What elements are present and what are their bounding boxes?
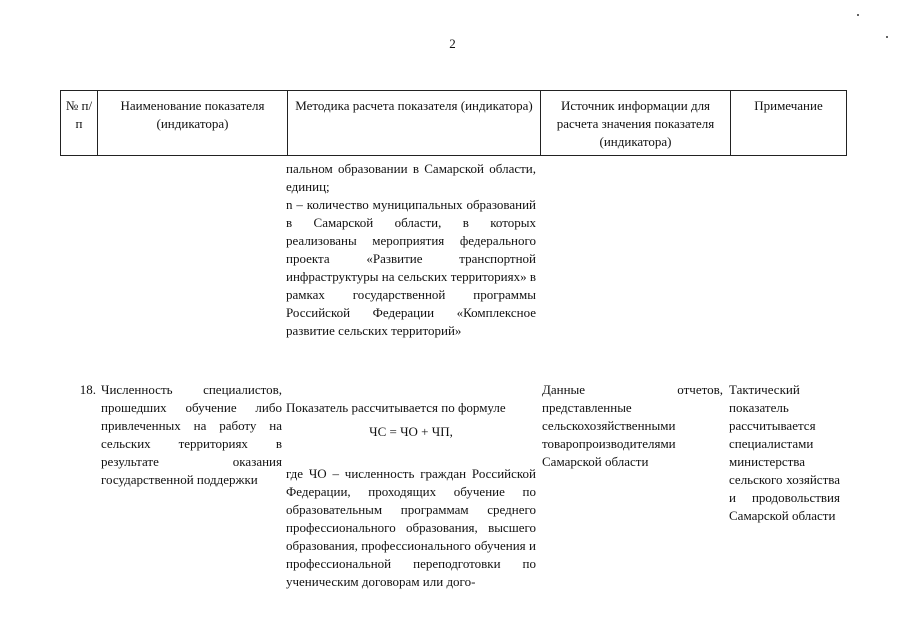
method-intro: Показатель рассчитывается по формуле bbox=[286, 400, 506, 415]
method-cell bbox=[286, 381, 536, 591]
header-name: Наименование показателя (индикатора) bbox=[98, 91, 288, 156]
table-header bbox=[60, 90, 847, 156]
formula: ЧС = ЧО + ЧП, bbox=[369, 424, 453, 439]
header-number: № п/п bbox=[61, 91, 98, 156]
header-method: Методика расчета показателя (индикатора) bbox=[288, 91, 541, 156]
source-cell: Данные отчетов, представленные сельскохозяйственными товаропроизводителями Самарской области bbox=[542, 382, 723, 469]
note-cell: Тактический показатель рассчитывается специалистами министерства сельского хозяйства и продовольствия Самарской области bbox=[729, 382, 840, 523]
method-body: где ЧО – численность граждан Российской Федерации, проходящих обучение по образовательным программам среднего профессионального образования, высшего образования, профессионального обучения и профессиональной переподготовки по ученическим договорам или дого- bbox=[286, 466, 536, 589]
row-number: 18. bbox=[79, 382, 96, 397]
method-continuation: пальном образовании в Самарской области, единиц; n – количество муниципальных образований в Самарской области, в которых реализованы мероприятия федерального проекта «Развитие транспортной инфраструктуры на сельских территориях» в рамках государственной программы Российской Федерации «Комплексное развитие сельских территорий» bbox=[286, 161, 536, 338]
header-row bbox=[61, 91, 847, 156]
indicator-name: Численность специалистов, прошедших обучение либо привлеченных на работу на сельских территориях в результате оказания государственной поддержки bbox=[101, 382, 282, 487]
header-source: Источник информации для расчета значения показателя (индикатора) bbox=[541, 91, 731, 156]
scan-speck bbox=[857, 14, 859, 16]
header-note: Примечание bbox=[731, 91, 847, 156]
page-number: 2 bbox=[449, 36, 456, 51]
scan-speck bbox=[886, 36, 888, 38]
